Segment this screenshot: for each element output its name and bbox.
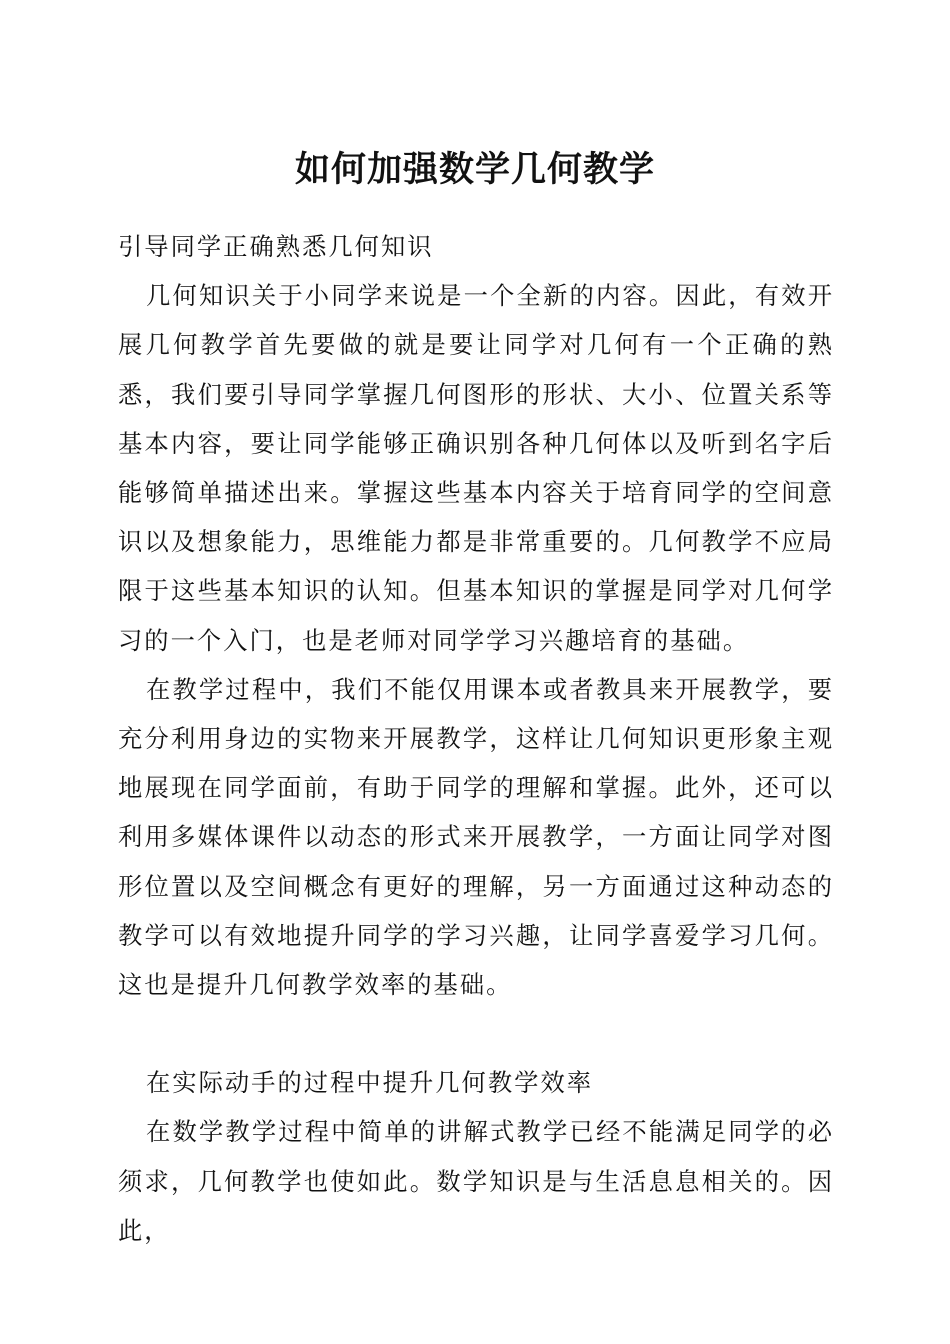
section-1-paragraph-1: 几何知识关于小同学来说是一个全新的内容。因此，有效开展几何教学首先要做的就是要让同学对几何有一个正确的熟悉，我们要引导同学掌握几何图形的形状、大小、位置关系等基本内容，要让同学能够正确识别各种几何体以及听到名字后能够简单描述出来。掌握这些基本内容关于培育同学的空间意识以及想象能力，思维能力都是非常重要的。几何教学不应局限于这些基本知识的认知。但基本知识的掌握是同学对几何学习的一个入门，也是老师对同学学习兴趣培育的基础。 [118, 281, 834, 655]
section-heading-1: 引导同学正确熟悉几何知识 [118, 232, 434, 261]
section-2-paragraph-1: 在数学教学过程中简单的讲解式教学已经不能满足同学的必须求，几何教学也使如此。数学知识是与生活息息相关的。因此， [118, 1117, 834, 1245]
document-title: 如何加强数学几何教学 [294, 149, 655, 190]
section-heading-2: 在实际动手的过程中提升几何教学效率 [146, 1068, 594, 1098]
document-body [118, 222, 834, 1255]
section-1-paragraph-2: 在教学过程中，我们不能仅用课本或者教具来开展教学，要充分利用身边的实物来开展教学，这样让几何知识更形象主观地展现在同学面前，有助于同学的理解和掌握。此外，还可以利用多媒体课件以动态的形式来开展教学，一方面让同学对图形位置以及空间概念有更好的理解，另一方面通过这种动态的教学可以有效地提升同学的学习兴趣，让同学喜爱学习几何。这也是提升几何教学效率的基础。 [118, 674, 834, 1000]
